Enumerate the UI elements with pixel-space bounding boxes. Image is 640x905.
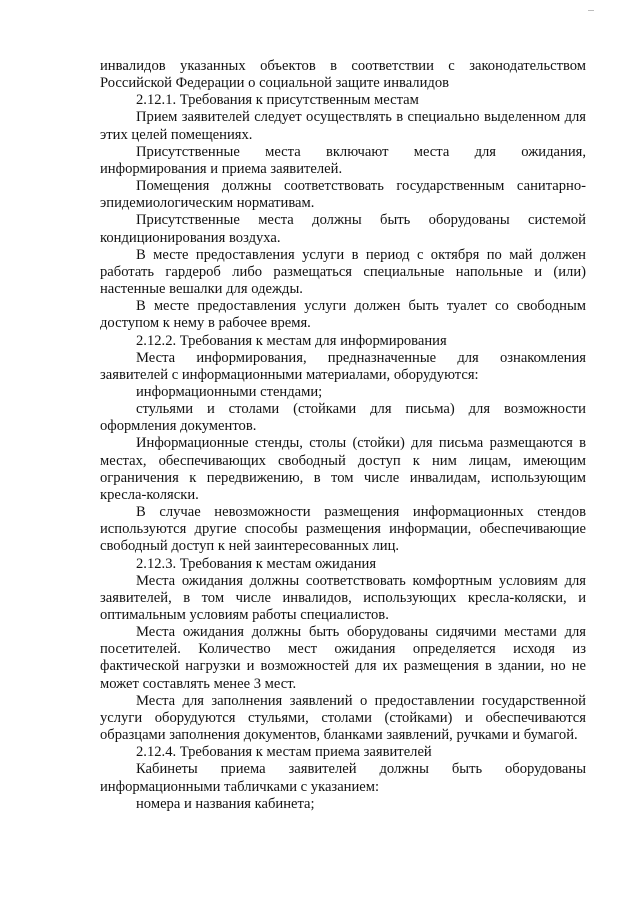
- paragraph: Присутственные места включают места для ожидания, информирования и приема заявителей.: [100, 143, 586, 177]
- paragraph: Места информирования, предназначенные для ознакомления заявителей с информационными материалами, оборудуются:: [100, 349, 586, 383]
- paragraph: Кабинеты приема заявителей должны быть оборудованы информационными табличками с указанием:: [100, 761, 586, 795]
- paragraph-continuation: инвалидов указанных объектов в соответствии с законодательством Российской Федерации о социальной защите инвалидов: [100, 58, 586, 92]
- scan-mark: [588, 10, 594, 11]
- paragraph: Присутственные места должны быть оборудованы системой кондиционирования воздуха.: [100, 212, 586, 246]
- section-heading-2-12-1: 2.12.1. Требования к присутственным местам: [136, 92, 419, 109]
- section-heading-2-12-3: 2.12.3. Требования к местам ожидания: [136, 555, 377, 572]
- list-item: номера и названия кабинета;: [136, 795, 315, 812]
- document-page: [100, 58, 586, 813]
- paragraph: Места ожидания должны соответствовать комфортным условиям для заявителей, в том числе инвалидов, использующих кресла-коляски, и оптимальным условиям работы специалистов.: [100, 572, 586, 623]
- paragraph: Места ожидания должны быть оборудованы сидячими местами для посетителей. Количество мест ожидания определяется исходя из фактической нагрузки и возможностей для их размещения в здании, но не может составлять менее 3 мест.: [100, 624, 586, 692]
- paragraph: Места для заполнения заявлений о предоставлении государственной услуги оборудуются стульями, столами (стойками) и обеспечиваются образцами заполнения документов, бланками заявлений, ручками и бумагой.: [100, 692, 586, 744]
- paragraph: В месте предоставления услуги в период с октября по май должен работать гардероб либо размещаться специальные напольные и (или) настенные вешалки для одежды.: [100, 246, 586, 298]
- section-heading-2-12-2: 2.12.2. Требования к местам для информирования: [136, 332, 447, 349]
- list-item: информационными стендами;: [136, 383, 323, 400]
- list-item: стульями и столами (стойками для письма) для возможности оформления документов.: [100, 401, 586, 435]
- paragraph: Прием заявителей следует осуществлять в специально выделенном для этих целей помещениях.: [100, 109, 586, 143]
- paragraph: В случае невозможности размещения информационных стендов используются другие способы размещения информации, обеспечивающие свободный доступ к ней заинтересованных лиц.: [100, 504, 586, 555]
- paragraph: В месте предоставления услуги должен быть туалет со свободным доступом к нему в рабочее время.: [100, 298, 586, 332]
- paragraph: Помещения должны соответствовать государственным санитарно-эпидемиологическим нормативам.: [100, 178, 586, 212]
- paragraph: Информационные стенды, столы (стойки) для письма размещаются в местах, обеспечивающих свободный доступ к ним лицам, имеющим ограничения к передвижению, в том числе инвалидам, использующим кресла-коляски.: [100, 435, 586, 503]
- section-heading-2-12-4: 2.12.4. Требования к местам приема заявителей: [136, 744, 432, 761]
